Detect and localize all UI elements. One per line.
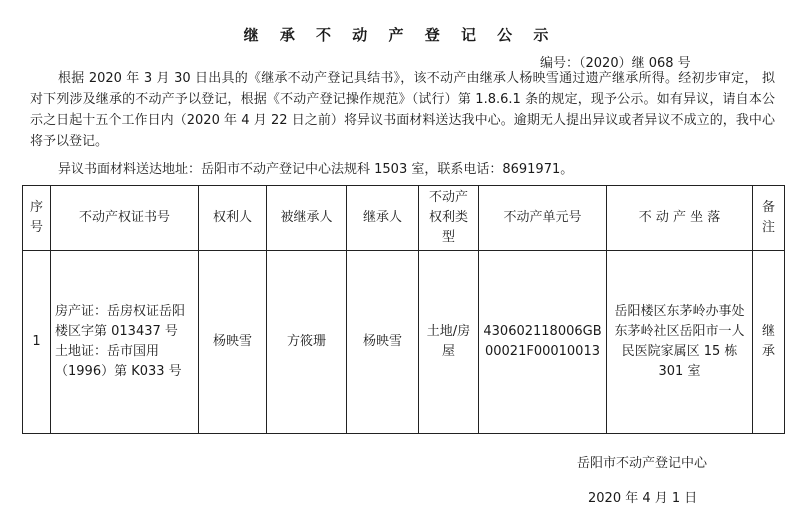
header-unit-no: 不动产单元号 [479,186,607,251]
document-number: 编号：（2020）继 068 号 [540,56,691,71]
table-header-row [23,186,785,251]
cell-right-type: 土地/房屋 [419,251,479,434]
header-certificate: 不动产权证书号 [51,186,199,251]
header-seq: 序号 [23,186,51,251]
header-heir: 继承人 [347,186,419,251]
cell-seq: 1 [23,251,51,434]
issuing-organization: 岳阳市不动产登记中心 [577,456,708,471]
header-decedent: 被继承人 [267,186,347,251]
notice-paragraph: 根据 2020 年 3 月 30 日出具的《继承不动产登记具结书》，该不动产由继承人杨映雪通过遗产继承所得。经初步审定， 拟对下列涉及继承的不动产予以登记，根据《不动产登记操作规范》（试行）第 1.8.6.1 条的规定，现予公示。如有异议，请自本公示之日起十五个工作日内（2020 年 4 月 22 日之前）将异议书面材料送达我中心。逾期无人提出异议或者异议不成立的，我中心将予以登记。 [30,71,775,149]
issue-date: 2020 年 4 月 1 日 [588,491,698,506]
header-owner: 权利人 [199,186,267,251]
table-row [23,251,785,434]
document-title: 继 承 不 动 产 登 记 公 示 [243,26,557,44]
cell-certificate: 房产证：岳房权证岳阳楼区字第 013437 号 土地证：岳市国用（1996）第 K033 号 [51,251,199,434]
header-location: 不 动 产 坐 落 [607,186,753,251]
cell-decedent: 方筱珊 [267,251,347,434]
cell-unit-no: 430602118006GB00021F00010013 [479,251,607,434]
cell-location: 岳阳楼区东茅岭办事处东茅岭社区岳阳市一人民医院家属区 15 栋 301 室 [607,251,753,434]
cell-owner: 杨映雪 [199,251,267,434]
property-table [22,185,785,434]
header-remark: 备注 [753,186,785,251]
cell-heir: 杨映雪 [347,251,419,434]
cell-remark: 继承 [753,251,785,434]
header-right-type: 不动产权利类型 [419,186,479,251]
objection-address: 异议书面材料送达地址：岳阳市不动产登记中心法规科 1503 室，联系电话：8691971。 [58,162,574,177]
